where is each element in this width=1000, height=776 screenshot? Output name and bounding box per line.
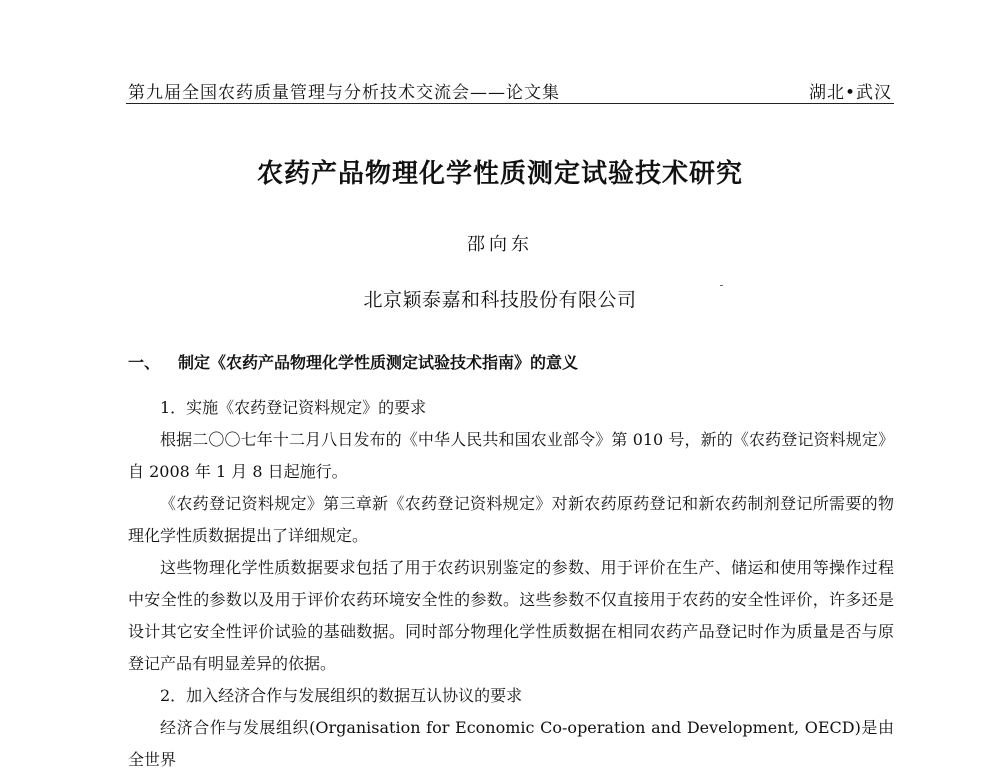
- section-title: 制定《农药产品物理化学性质测定试验技术指南》的意义: [178, 353, 579, 372]
- paragraph: 根据二〇〇七年十二月八日发布的《中华人民共和国农业部令》第 010 号，新的《农药登记资料规定》自 2008 年 1 月 8 日起施行。: [128, 430, 894, 481]
- author-name: 邵向东: [467, 234, 533, 255]
- paragraph: 《农药登记资料规定》第三章新《农药登记资料规定》对新农药原药登记和新农药制剂登记所需要的物理化学性质数据提出了详细规定。: [128, 494, 894, 545]
- header-divider: [126, 103, 894, 104]
- paragraph: 这些物理化学性质数据要求包括了用于农药识别鉴定的参数、用于评价在生产、储运和使用等操作过程中安全性的参数以及用于评价农药环境安全性的参数。这些参数不仅直接用于农药的安全性评价，许多还是设计其它安全性评价试验的基础数据。同时部分物理化学性质数据在相同农药产品登记时作为质量是否与原登记产品有明显差异的依据。: [128, 558, 894, 673]
- section-number: 一、: [128, 353, 161, 372]
- header-conference-title: 第九届全国农药质量管理与分析技术交流会——论文集: [128, 83, 560, 103]
- paragraph: 经济合作与发展组织(Organisation for Economic Co-operation and Development, OECD)是由全世界: [128, 718, 894, 769]
- body-text: [128, 392, 894, 776]
- author-affiliation: 北京颖泰嘉和科技股份有限公司: [363, 289, 637, 311]
- subsection-heading-2: 2．加入经济合作与发展组织的数据互认协议的要求: [160, 686, 523, 705]
- paper-title: 农药产品物理化学性质测定试验技术研究: [256, 159, 743, 189]
- subsection-heading-1: 1．实施《农药登记资料规定》的要求: [160, 398, 427, 417]
- section-heading: [128, 350, 898, 373]
- header-location: 湖北•武汉: [808, 83, 892, 103]
- running-header: [128, 78, 892, 103]
- scan-artifact: [720, 285, 723, 286]
